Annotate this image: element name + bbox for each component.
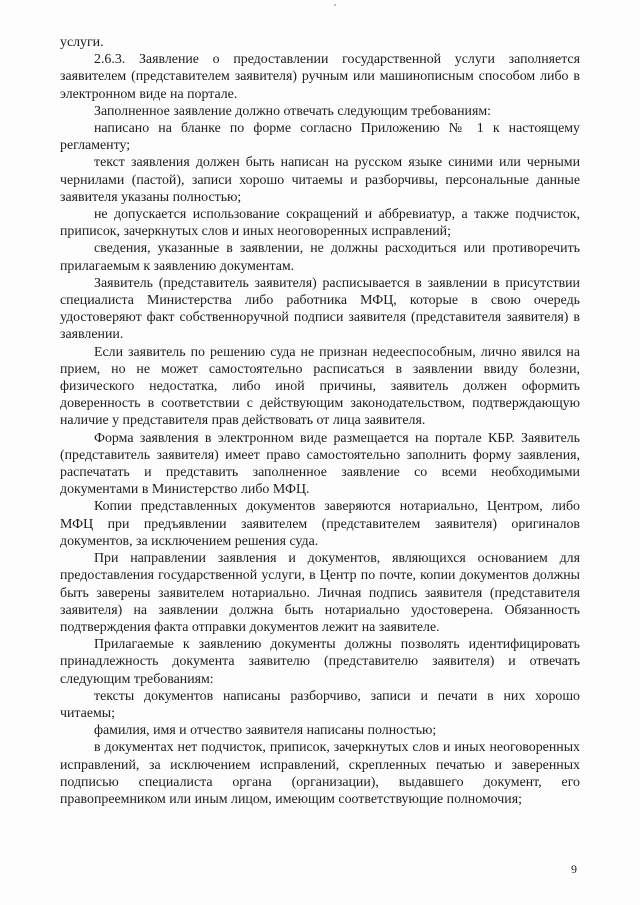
- paragraph: Форма заявления в электронном виде размещается на портале КБР. Заявитель (представитель заявителя) имеет право самостоятельно заполнить форму заявления, распечатать и представить заполненное заявление со всеми необходимыми документами в Министерство либо МФЦ.: [60, 430, 580, 498]
- paragraph: написано на бланке по форме согласно Приложению № 1 к настоящему регламенту;: [60, 121, 580, 154]
- paragraph: Заявитель (представитель заявителя) расписывается в заявлении в присутствии специалиста Министерства либо работника МФЦ, которые в свою очередь удостоверяют факт собственноручной подписи заявителя (представителя заявителя) в заявлении.: [60, 275, 580, 343]
- paragraph: фамилия, имя и отчество заявителя написаны полностью;: [94, 723, 437, 739]
- paragraph: При направлении заявления и документов, являющихся основанием для предоставления государственной услуги, в Центр по почте, копии документов должны быть заверены заявителем нотариально. Личная подпись заявителя (представителя заявителя) на заявлении должна быть нотариально удостоверена. Обязанность подтверждения факта отправки документов лежит на заявителе.: [60, 551, 580, 635]
- paragraph: Если заявитель по решению суда не признан недееспособным, лично явился на прием, но не может самостоятельно расписаться в заявлении ввиду болезни, физического недостатка, либо иной причины, заявитель должен оформить доверенность в соответствии с действующим законодательством, подтверждающую наличие у представителя прав действовать от лица заявителя.: [60, 344, 580, 429]
- paragraph: Прилагаемые к заявлению документы должны позволять идентифицировать принадлежность документа заявителю (представителю заявителя) и отвечать следующим требованиям:: [60, 637, 580, 687]
- paragraph: Заполненное заявление должно отвечать следующим требованиям:: [94, 103, 491, 119]
- paragraph: в документах нет подчисток, приписок, зачеркнутых слов и иных неоговоренных исправлений, за исключением исправлений, скрепленных печатью и заверенных подписью специалиста органа (организации), выдавшего документ, его правопреемником или иным лицом, имеющим соответствующие полномочия;: [60, 740, 580, 807]
- page-number: 9: [571, 862, 577, 876]
- paragraph: текст заявления должен быть написан на русском языке синими или черными чернилами (пастой), записи хорошо читаемы и разборчивы, персональные данные заявителя указаны полностью;: [60, 155, 580, 205]
- paragraph: услуги.: [60, 35, 104, 50]
- document-body: [60, 34, 580, 808]
- paragraph: сведения, указанные в заявлении, не должны расходиться или противоречить прилагаемым к заявлению документам.: [60, 241, 580, 274]
- paragraph: Копии представленных документов заверяются нотариально, Центром, либо МФЦ при предъявлении заявителем (представителем заявителя) оригиналов документов, за исключением решения суда.: [60, 499, 580, 549]
- paragraph: не допускается использование сокращений и аббревиатур, а также подчисток, приписок, зачеркнутых слов и иных неоговоренных исправлений;: [60, 207, 580, 240]
- scan-dot: [334, 4, 336, 6]
- paragraph: 2.6.3. Заявление о предоставлении государственной услуги заполняется заявителем (представителем заявителя) ручным или машинописным способом либо в электронном виде на портале.: [60, 52, 580, 102]
- paragraph: тексты документов написаны разборчиво, записи и печати в них хорошо читаемы;: [60, 688, 580, 721]
